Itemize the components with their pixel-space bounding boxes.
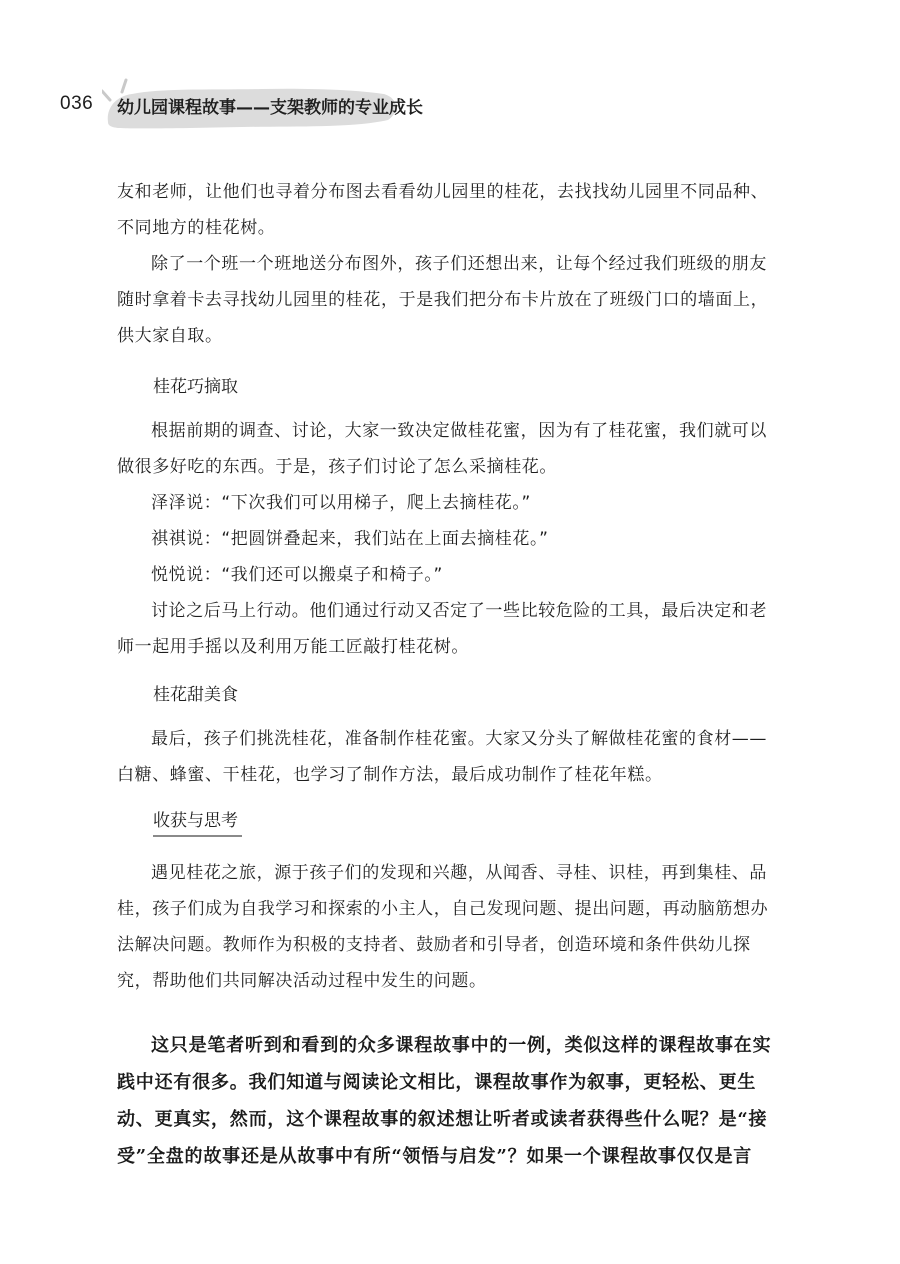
closing-text <box>117 1027 781 1175</box>
quote-paragraph: 祺祺说：“把圆饼叠起来，我们站在上面去摘桂花。” <box>151 529 549 549</box>
quote-paragraph: 悦悦说：“我们还可以搬桌子和椅子。” <box>151 565 443 585</box>
section-heading-reflection: 收获与思考 <box>153 806 242 837</box>
page-number: 036 <box>60 93 94 114</box>
quote-paragraph: 泽泽说：“下次我们可以用梯子，爬上去摘桂花。” <box>151 493 531 513</box>
section-heading-pick: 桂花巧摘取 <box>153 377 238 397</box>
paragraph: 友和老师，让他们也寻着分布图去看看幼儿园里的桂花，去找找幼儿园里不同品种、不同地方的桂花树。 <box>117 182 769 238</box>
running-title: 幼儿园课程故事——支架教师的专业成长 <box>117 98 423 118</box>
paragraph: 这只是笔者听到和看到的众多课程故事中的一例，类似这样的课程故事在实践中还有很多。我们知道与阅读论文相比，课程故事作为叙事，更轻松、更生动、更真实，然而，这个课程故事的叙述想让听者或读者获得些什么呢？是“接受”全盘的故事还是从故事中有所“领悟与启发”？如果一个课程故事仅仅是言 <box>117 1035 772 1167</box>
paragraph: 讨论之后马上行动。他们通过行动又否定了一些比较危险的工具，最后决定和老师一起用手摇以及利用万能工匠敲打桂花树。 <box>117 601 767 657</box>
paragraph: 遇见桂花之旅，源于孩子们的发现和兴趣，从闻香、寻桂、识桂，再到集桂、品桂，孩子们成为自我学习和探索的小主人，自己发现问题、提出问题，再动脑筋想办法解决问题。教师作为积极的支持者、鼓励者和引导者，创造环境和条件供幼儿探究，帮助他们共同解决活动过程中发生的问题。 <box>117 863 769 991</box>
paragraph: 除了一个班一个班地送分布图外，孩子们还想出来，让每个经过我们班级的朋友随时拿着卡去寻找幼儿园里的桂花，于是我们把分布卡片放在了班级门口的墙面上，供大家自取。 <box>117 254 769 346</box>
paragraph: 最后，孩子们挑洗桂花，准备制作桂花蜜。大家又分头了解做桂花蜜的食材——白糖、蜂蜜、干桂花，也学习了制作方法，最后成功制作了桂花年糕。 <box>117 729 767 785</box>
section-food-text <box>117 721 781 793</box>
intro-text <box>117 174 781 354</box>
paragraph: 根据前期的调查、讨论，大家一致决定做桂花蜜，因为有了桂花蜜，我们就可以做很多好吃的东西。于是，孩子们讨论了怎么采摘桂花。 <box>117 421 767 477</box>
section-reflection-text <box>117 855 781 999</box>
page-header <box>60 78 480 130</box>
section-heading-food: 桂花甜美食 <box>153 685 238 705</box>
section-pick-text <box>117 413 781 665</box>
